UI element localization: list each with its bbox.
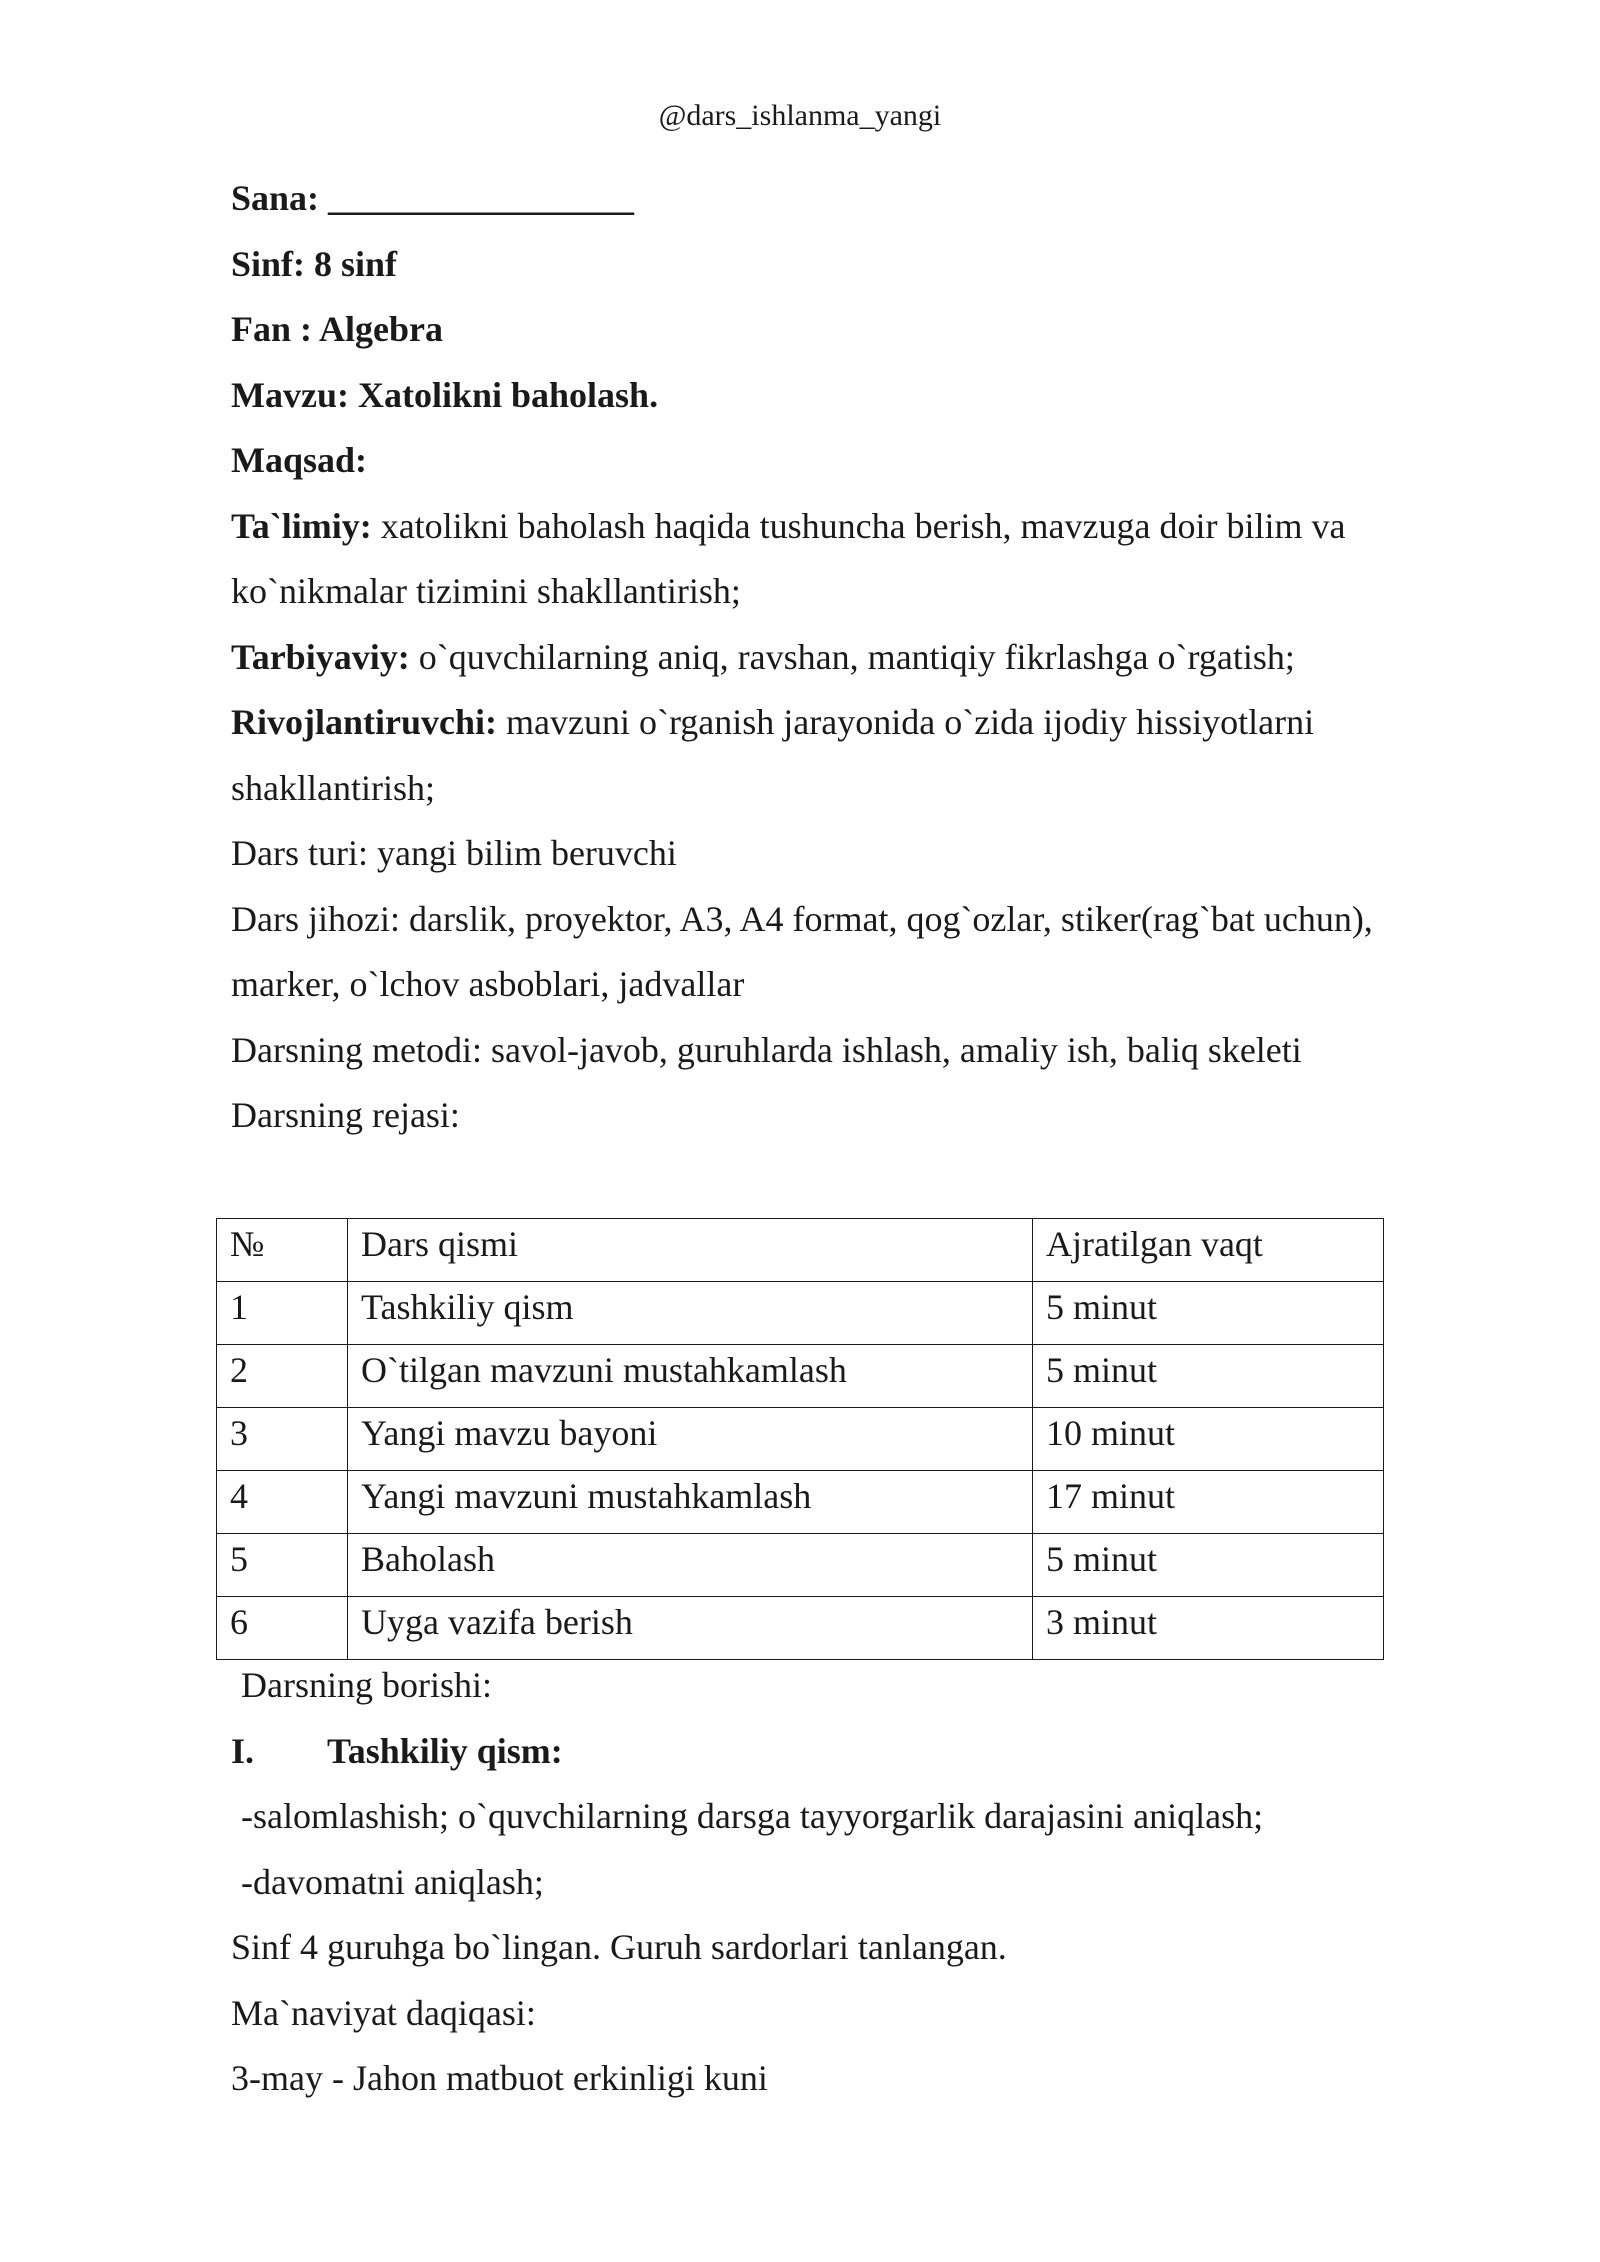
table-row <box>217 1471 1384 1534</box>
developmental-label: Rivojlantiruvchi: <box>231 702 497 742</box>
lesson-info <box>231 166 1461 1149</box>
table-cell: Yangi mavzuni mustahkamlash <box>348 1471 1033 1534</box>
table-header-cell: № <box>217 1219 348 1282</box>
lesson-method: Darsning metodi: savol-javob, guruhlarda ishlash, amaliy ish, baliq skeleti <box>231 1029 1302 1070</box>
table-cell: 10 minut <box>1033 1408 1384 1471</box>
table-row <box>217 1345 1384 1408</box>
subject-line: Fan : Algebra <box>231 309 443 349</box>
table-cell: 6 <box>217 1597 348 1660</box>
table-cell: 3 <box>217 1408 348 1471</box>
list-item: -davomatni aniqlash; <box>241 1861 544 1902</box>
lesson-progress <box>231 1653 1461 2112</box>
progress-heading: Darsning borishi: <box>241 1665 492 1705</box>
class-line: Sinf: 8 sinf <box>231 243 398 284</box>
table-cell: Yangi mavzu bayoni <box>348 1408 1033 1471</box>
educational-goal <box>231 494 1461 560</box>
educational-text: xatolikni baholash haqida tushuncha berish, mavzuga doir bilim va <box>371 505 1346 546</box>
section-title: Tashkiliy qism: <box>327 1730 563 1771</box>
upbringing-text: o`quvchilarning aniq, ravshan, mantiqiy fikrlashga o`rgatish; <box>409 636 1295 677</box>
table-row <box>217 1534 1384 1597</box>
topic-line: Mavzu: Xatolikni baholash. <box>231 374 659 415</box>
table-cell: 5 <box>217 1534 348 1597</box>
table-header-cell: Dars qismi <box>348 1219 1033 1282</box>
holiday-line: 3-may - Jahon matbuot erkinligi kuni <box>231 2058 768 2098</box>
groups-line: Sinf 4 guruhga bo`lingan. Guruh sardorlari tanlangan. <box>231 1927 1007 1967</box>
table-cell: Baholash <box>348 1534 1033 1597</box>
upbringing-label: Tarbiyaviy: <box>231 636 410 677</box>
table-cell: Tashkiliy qism <box>348 1282 1033 1345</box>
date-line <box>231 166 1461 232</box>
table-cell: Uyga vazifa berish <box>348 1597 1033 1660</box>
educational-goal-cont: ko`nikmalar tizimini shakllantirish; <box>231 571 741 611</box>
developmental-text: mavzuni o`rganish jarayonida o`zida ijodiy hissiyotlarni <box>497 702 1315 742</box>
lesson-equipment-cont: marker, o`lchov asboblari, jadvallar <box>231 964 745 1004</box>
page-header: @dars_ishlanma_yangi <box>658 99 942 132</box>
table-cell: 5 minut <box>1033 1534 1384 1597</box>
developmental-goal <box>231 690 1461 756</box>
date-blank: _________________ <box>319 178 635 218</box>
lesson-plan-heading: Darsning rejasi: <box>231 1095 460 1135</box>
table-header-row <box>217 1219 1384 1282</box>
table-cell: 1 <box>217 1282 348 1345</box>
table-cell: 3 minut <box>1033 1597 1384 1660</box>
table-cell: 5 minut <box>1033 1345 1384 1408</box>
table-cell: 17 minut <box>1033 1471 1384 1534</box>
date-label: Sana: <box>231 178 320 218</box>
developmental-goal-cont: shakllantirish; <box>231 767 435 808</box>
spirituality-heading: Ma`naviyat daqiqasi: <box>231 1992 536 2033</box>
table-row <box>217 1282 1384 1345</box>
table-row <box>217 1597 1384 1660</box>
table-header-cell: Ajratilgan vaqt <box>1033 1219 1384 1282</box>
goal-heading: Maqsad: <box>231 440 368 480</box>
lesson-equipment: Dars jihozi: darslik, proyektor, A3, A4 format, qog`ozlar, stiker(rag`bat uchun), <box>231 898 1373 939</box>
list-item: -salomlashish; o`quvchilarning darsga tayyorgarlik darajasini aniqlash; <box>241 1796 1264 1836</box>
table-cell: 5 minut <box>1033 1282 1384 1345</box>
section-number: I. <box>231 1730 255 1771</box>
lesson-plan-table <box>216 1218 1384 1660</box>
educational-label: Ta`limiy: <box>231 505 372 546</box>
table-cell: O`tilgan mavzuni mustahkamlash <box>348 1345 1033 1408</box>
section-heading <box>231 1719 1461 1785</box>
table-cell: 2 <box>217 1345 348 1408</box>
table-row <box>217 1408 1384 1471</box>
upbringing-goal <box>231 625 1461 691</box>
lesson-type: Dars turi: yangi bilim beruvchi <box>231 833 677 873</box>
table-cell: 4 <box>217 1471 348 1534</box>
